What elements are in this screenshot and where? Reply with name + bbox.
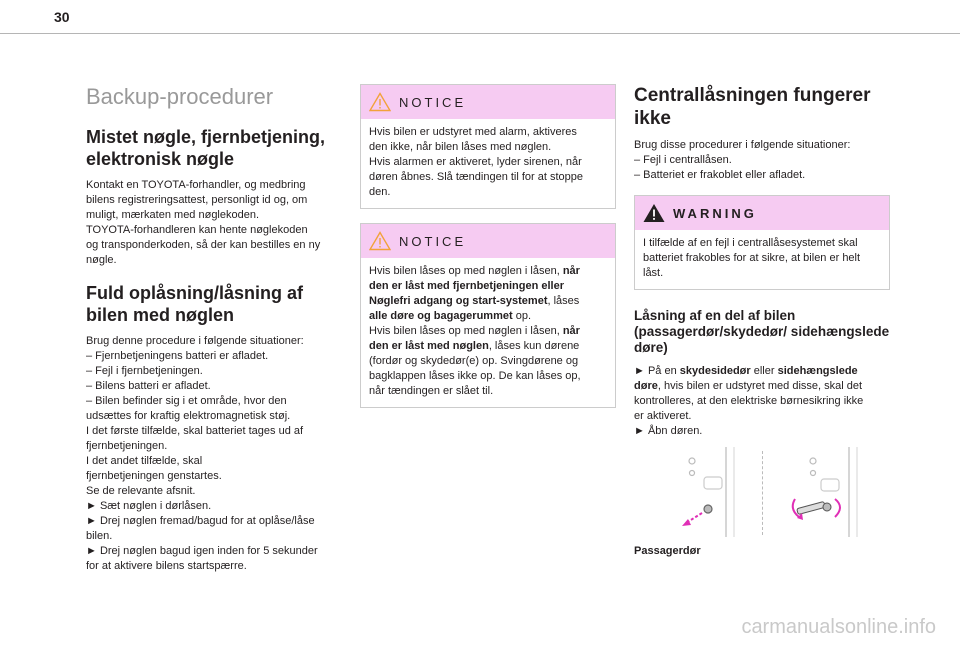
text-line: Kontakt en TOYOTA-forhandler, og medbring [86,179,306,191]
text-line: batteriet frakobles for at sikre, at bilen er helt [643,252,861,264]
text-run-bold: døre [634,380,658,392]
text-line [369,279,607,294]
section-body-lost-key [86,178,344,268]
notice-title: NOTICE [399,233,467,249]
text-line: ► Drej nøglen fremad/bagud for at oplåse/låse [86,515,315,527]
text-line: ► Sæt nøglen i dørlåsen. [86,500,212,512]
text-line [369,339,607,354]
text-run: , låses kun dørene [488,340,580,352]
notice-box-alarm [360,84,616,209]
text-run-bold: når [562,325,580,337]
text-line: fjernbetjeningen. [86,440,168,452]
text-line: den ikke, når bilen låses med nøglen. [369,141,552,153]
body-partial-locking [634,364,890,439]
text-line: døren åbnes. Slå tændingen til for at stoppe [369,171,584,183]
notice-header [361,85,615,119]
column-1 [86,84,344,574]
column-3 [634,84,890,557]
text-line [369,264,607,279]
text-line [369,309,607,324]
text-line: I tilfælde af en fejl i centrallåsesystemet skal [643,237,858,249]
text-line: Hvis alarmen er aktiveret, lyder sirenen, når [369,156,582,168]
text-line [634,364,890,379]
text-line [369,294,607,309]
text-line: – Bilen befinder sig i et område, hvor den [86,395,287,407]
warning-box [634,195,890,290]
page-number: 30 [54,9,70,25]
text-line: den. [369,186,391,198]
text-line: når tændingen er slået til. [369,385,494,397]
text-line: for at aktivere bilens startspærre. [86,560,247,572]
text-line: Brug denne procedure i følgende situationer: [86,335,304,347]
section-heading-central-locking: Centrallåsningen fungerer ikke [634,85,871,129]
text-line: fjernbetjeningen genstartes. [86,470,222,482]
text-run-bold: sidehængslede [777,365,858,377]
text-line: er aktiveret. [634,410,692,422]
text-line: I det andet tilfælde, skal [86,455,203,467]
text-run-bold: Nøglefri adgang og start-systemet [369,295,548,307]
text-line: Se de relevante afsnit. [86,485,196,497]
door-edge-right-illustration [777,447,867,537]
text-line: ► Drej nøglen bagud igen inden for 5 sekunder [86,545,318,557]
warning-title: WARNING [673,205,757,221]
text-run: op. [512,310,532,322]
subheading-partial-locking: Låsning af en del af bilen (passagerdør/skydedør/ sidehængslede døre) [634,308,890,355]
text-line: TOYOTA-forhandleren kan hente nøglekoden [86,224,308,236]
text-line [369,324,607,339]
text-run: eller [750,365,778,377]
text-line: låst. [643,267,664,279]
text-run-bold: den er låst med nøglen [369,340,489,352]
text-run: , hvis bilen er udstyret med disse, skal det [657,380,863,392]
text-run-bold: den er låst med fjernbetjeningen eller [369,280,564,292]
warning-triangle-icon [643,203,669,223]
caution-triangle-icon [369,231,395,251]
text-line: – Fejl i centrallåsen. [634,154,732,166]
warning-header [635,196,889,230]
text-line: udsættes for kraftig elektromagnetisk støj. [86,410,291,422]
figure-divider [762,451,763,535]
text-run: , låses [547,295,580,307]
text-line: – Fejl i fjernbetjeningen. [86,365,203,377]
watermark: carmanualsonline.info [741,616,936,638]
notice-header [361,224,615,258]
text-run: Hvis bilen låses op med nøglen i låsen, [369,265,563,277]
text-line: – Bilens batteri er afladet. [86,380,211,392]
page-title: Backup-procedurer [86,84,274,109]
text-run-bold: når [562,265,580,277]
section-heading-key-unlock: Fuld oplåsning/låsning af bilen med nøglen [86,283,304,325]
notice-box-unlock [360,223,616,408]
text-line: nøgle. [86,254,117,266]
text-line: I det første tilfælde, skal batteriet tages ud af [86,425,304,437]
text-line: Brug disse procedurer i følgende situationer: [634,139,851,151]
text-run-bold: alle døre og bagagerummet [369,310,513,322]
caution-triangle-icon [369,92,395,112]
text-line: muligt, mærkaten med nøglekoden. [86,209,260,221]
text-line: og transponderkoden, så der kan bestilles en ny [86,239,321,251]
text-line: bilen. [86,530,113,542]
text-run: Hvis bilen låses op med nøglen i låsen, [369,325,563,337]
text-run: ► På en [634,365,680,377]
header-rule [0,33,960,34]
text-line: – Fjernbetjeningens batteri er afladet. [86,350,269,362]
text-line: bagklappen låses ikke op. De kan låses op, [369,370,581,382]
text-line: (fordør og skydedør(e) op. Svingdørene og [369,355,579,367]
notice-title: NOTICE [399,94,467,110]
section-body-key-unlock [86,334,344,574]
figure-caption: Passagerdør [634,545,701,557]
column-2 [360,84,616,422]
door-lock-illustration [634,447,890,537]
door-edge-left-illustration [658,447,748,537]
warning-body [635,230,889,289]
text-line: – Batteriet er frakoblet eller afladet. [634,169,806,181]
text-run-bold: skydesidedør [679,365,751,377]
text-line [634,379,890,394]
text-line: kontrolleres, at den elektriske børnesikring ikke [634,395,864,407]
text-line: bilens registreringsattest, personligt id og, om [86,194,308,206]
section-body-central-locking [634,138,890,183]
section-heading-lost-key: Mistet nøgle, fjernbetjening, elektronisk nøgle [86,127,326,169]
notice-body [361,119,615,208]
text-line: Hvis bilen er udstyret med alarm, aktiveres [369,126,577,138]
text-line: ► Åbn døren. [634,425,703,437]
notice-body [361,258,615,407]
